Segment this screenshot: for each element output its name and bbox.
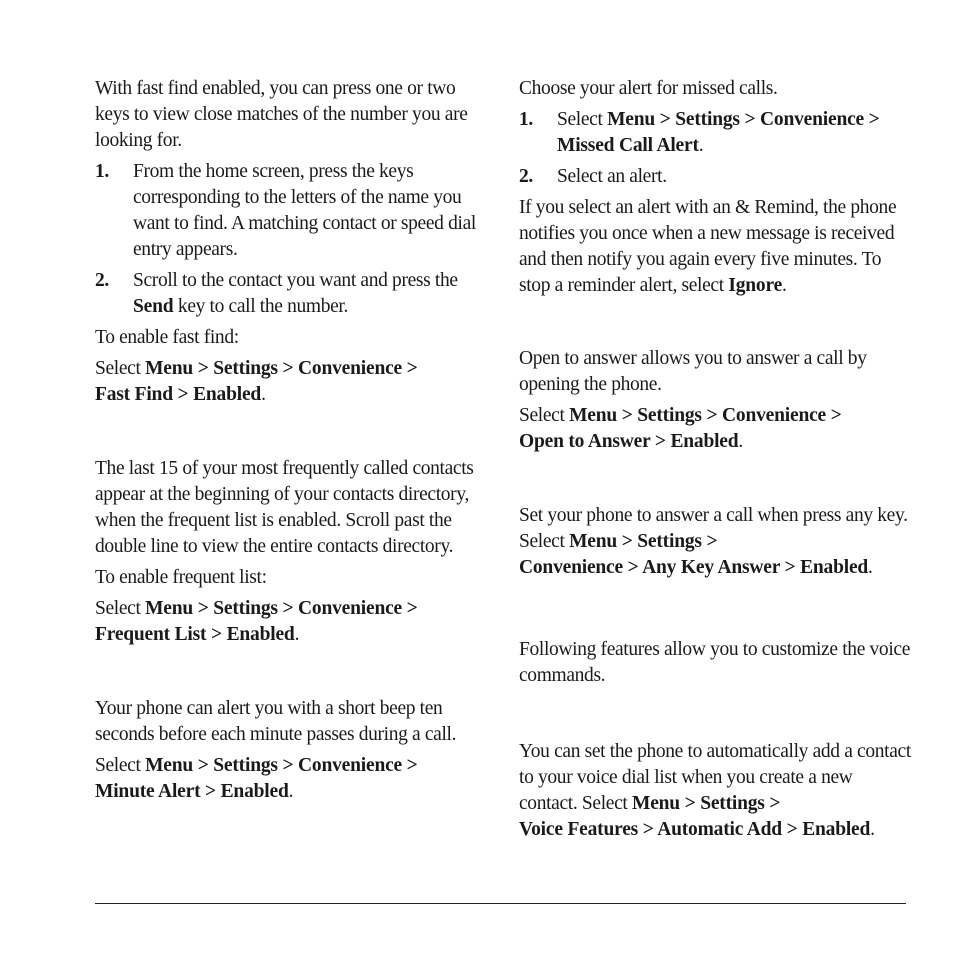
path-line-2: Convenience > Any Key Answer > Enabled — [519, 557, 869, 578]
any-key-intro: Set your phone to answer a call when press any key. Select — [519, 505, 908, 552]
fast-find-step-2 — [95, 268, 483, 320]
minute-alert-intro: Your phone can alert you with a short beep ten seconds before each minute passes during a call. — [95, 698, 457, 745]
missed-call-note — [519, 195, 911, 299]
fast-find-steps — [95, 159, 483, 320]
missed-call-steps — [519, 107, 911, 190]
voice-features-intro: Following features allow you to customize the voice commands. — [519, 639, 911, 686]
automatic-add-text — [519, 739, 911, 843]
step-text: Select an alert. — [557, 166, 667, 187]
step-number: 1. — [519, 109, 533, 130]
footer-rule — [95, 903, 906, 904]
missed-call-path: Menu > Settings > Convenience > Missed Call Alert — [557, 109, 880, 156]
path-line-2: Frequent List > Enabled — [95, 624, 295, 645]
step-text-pre: Scroll to the contact you want and press the — [133, 270, 458, 291]
path-line-2: Minute Alert > Enabled — [95, 781, 289, 802]
missed-call-step-1 — [519, 107, 911, 159]
path-line-1: Menu > Settings > Convenience > — [145, 358, 418, 379]
any-key-answer-text — [519, 503, 911, 581]
path-line-2: Voice Features > Automatic Add > Enabled — [519, 819, 871, 840]
select-word: Select — [95, 598, 146, 619]
select-word: Select — [95, 755, 146, 776]
path-line-2: Open to Answer > Enabled — [519, 431, 739, 452]
step-text-post: key to call the number. — [173, 296, 349, 317]
fast-find-path — [95, 356, 483, 408]
minute-alert-path — [95, 753, 483, 805]
fast-find-step-1 — [95, 159, 483, 263]
step-number: 2. — [519, 166, 533, 187]
path-line-1: Menu > Settings > — [569, 531, 718, 552]
period: . — [738, 431, 743, 452]
right-column — [519, 76, 911, 843]
frequent-list-intro: The last 15 of your most frequently called contacts appear at the beginning of your contacts directory, when the frequent list is enabled. Scroll past the double line to view the entire contacts directory. — [95, 458, 474, 557]
path-line-1: Menu > Settings > Convenience > — [145, 755, 418, 776]
missed-call-step-2 — [519, 164, 911, 190]
missed-call-intro: Choose your alert for missed calls. — [519, 78, 778, 99]
period: . — [868, 557, 873, 578]
ignore-label: Ignore — [728, 275, 783, 296]
step-text-pre: Select — [557, 109, 608, 130]
open-to-answer-path — [519, 403, 911, 455]
period: . — [261, 384, 266, 405]
period: . — [870, 819, 875, 840]
send-key-label: Send — [133, 296, 174, 317]
left-column — [95, 76, 483, 805]
period: . — [294, 624, 300, 645]
step-text-post: . — [698, 135, 704, 156]
period: . — [782, 275, 787, 296]
select-word: Select — [519, 405, 570, 426]
fast-find-enable-label: To enable fast find: — [95, 327, 239, 348]
period: . — [288, 781, 294, 802]
automatic-add-intro: You can set the phone to automatically add a contact to your voice dial list when you create a new contact. Select — [519, 741, 911, 814]
frequent-list-path — [95, 596, 483, 648]
path-line-1: Menu > Settings > Convenience > — [145, 598, 418, 619]
step-text: From the home screen, press the keys corresponding to the letters of the name you want to find. A matching contact or speed dial entry appears. — [133, 161, 476, 260]
open-to-answer-intro: Open to answer allows you to answer a call by opening the phone. — [519, 348, 867, 395]
fast-find-intro: With fast find enabled, you can press one or two keys to view close matches of the number you are looking for. — [95, 78, 468, 151]
path-line-2: Fast Find > Enabled — [95, 384, 262, 405]
frequent-list-enable-label: To enable frequent list: — [95, 567, 267, 588]
step-number: 2. — [95, 270, 109, 291]
step-number: 1. — [95, 161, 109, 182]
select-word: Select — [95, 358, 146, 379]
path-line-1: Menu > Settings > — [631, 793, 781, 814]
note-text: If you select an alert with an & Remind, the phone notifies you once when a new message is received and then notify you again every five minutes. To stop a reminder alert, select — [519, 197, 897, 296]
path-line-1: Menu > Settings > Convenience > — [569, 405, 842, 426]
